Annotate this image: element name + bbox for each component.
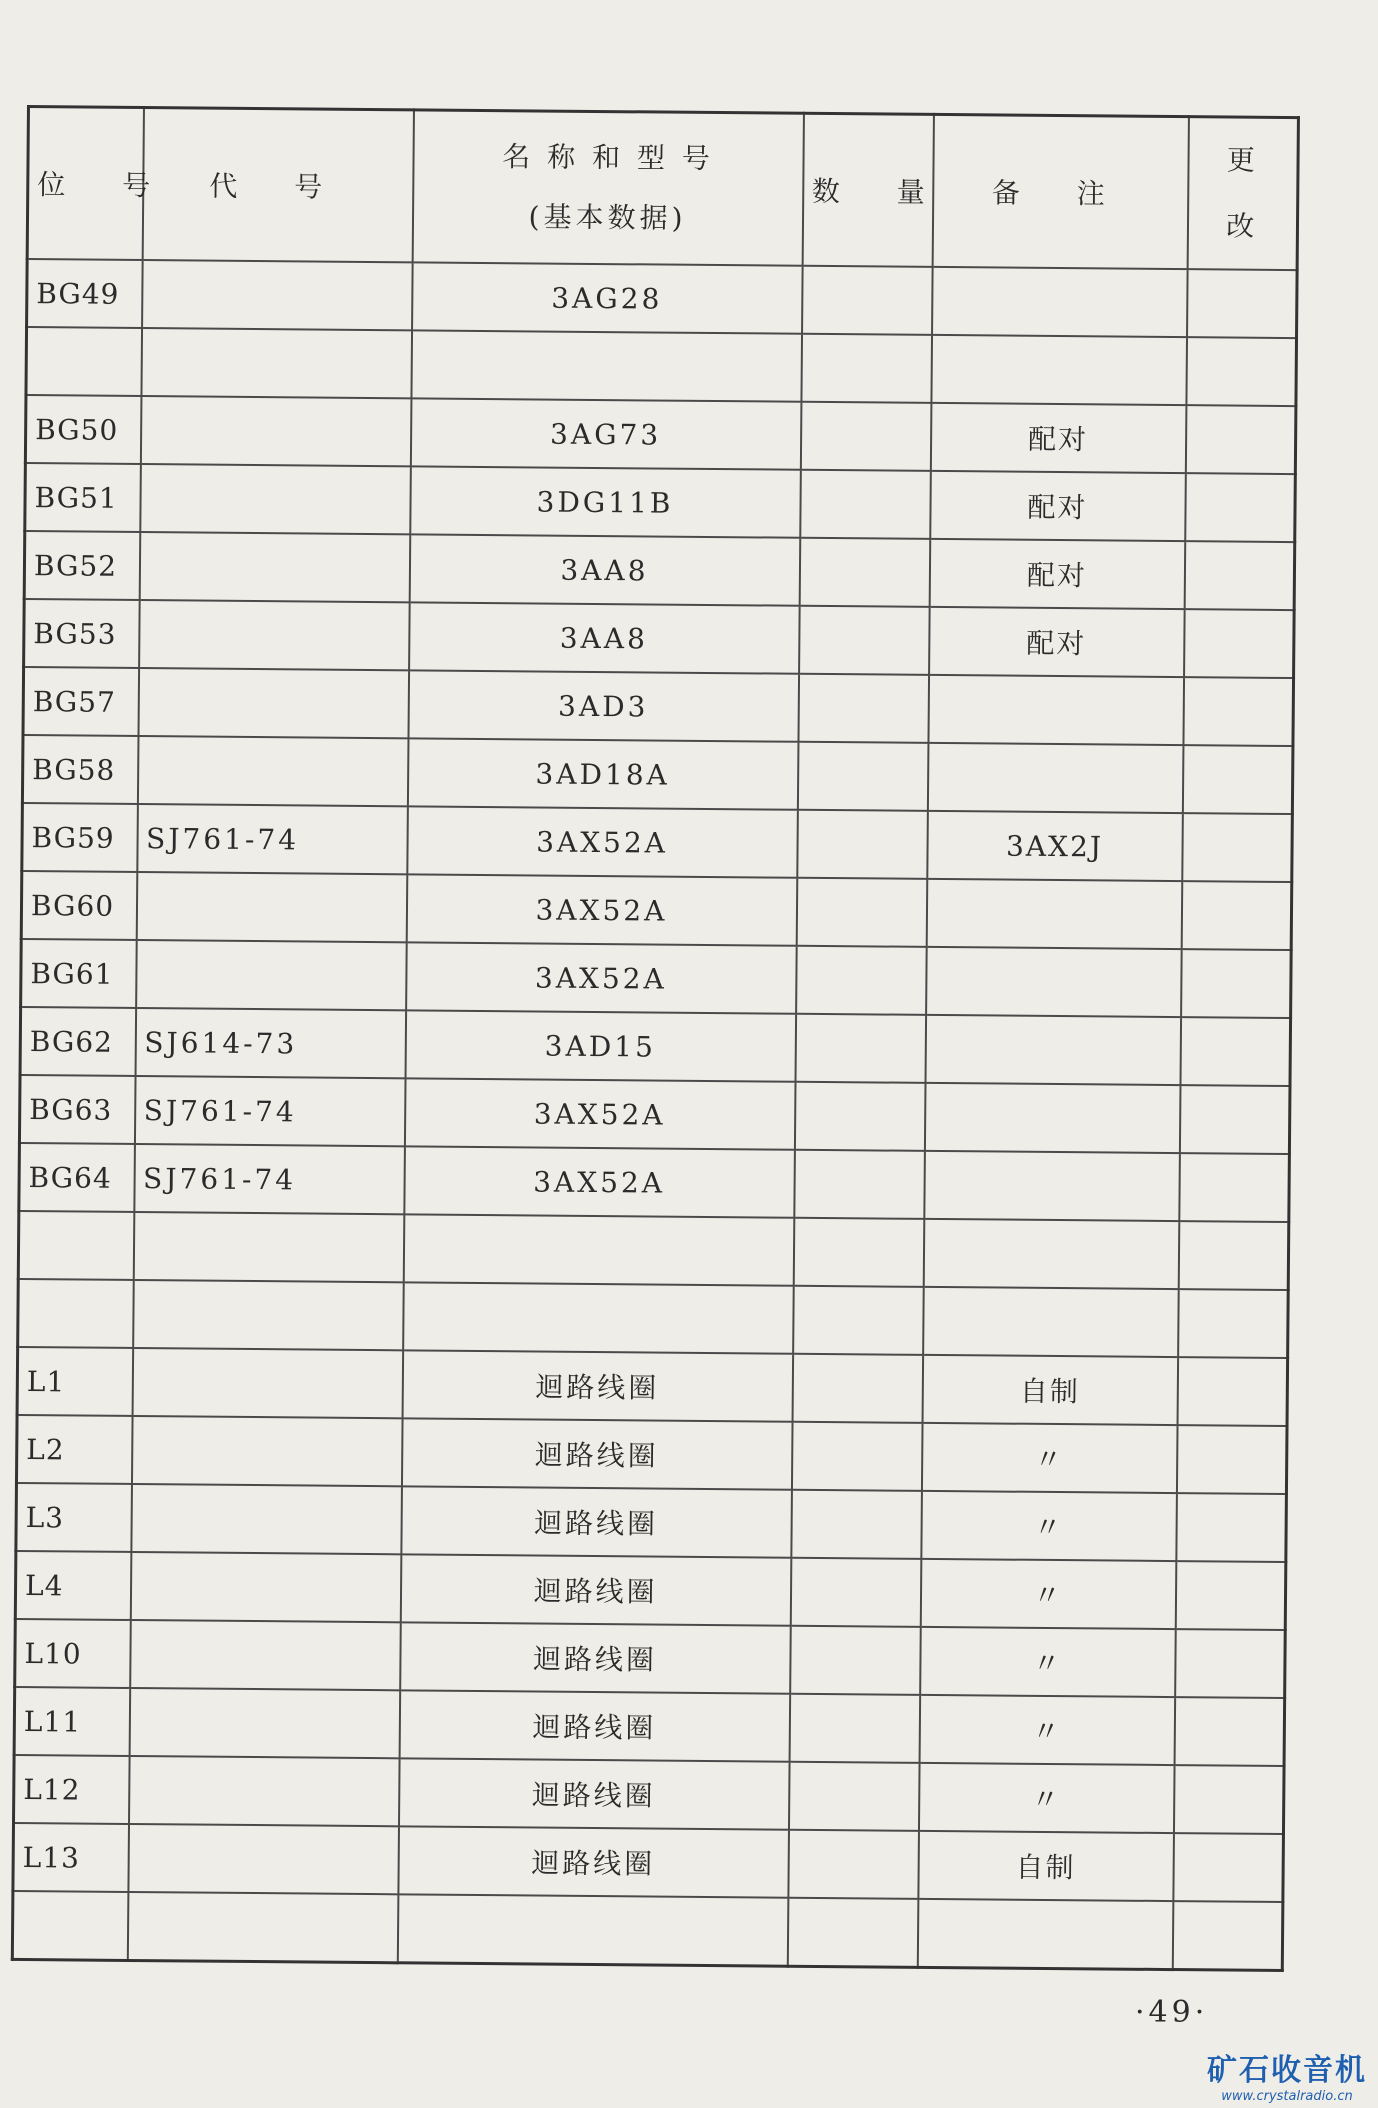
cell-quantity	[802, 266, 933, 335]
cell-code	[127, 1892, 398, 1963]
cell-change	[1180, 1017, 1291, 1086]
header-notes: 备 注	[932, 114, 1188, 269]
cell-code	[142, 260, 413, 330]
cell-position: BG49	[27, 259, 143, 328]
cell-notes	[923, 1219, 1179, 1289]
cell-quantity	[798, 674, 929, 743]
cell-position: BG50	[25, 395, 141, 464]
cell-name-model	[397, 1894, 788, 1966]
cell-code: SJ761-74	[134, 1076, 405, 1146]
cell-code	[136, 940, 407, 1010]
page-number: ·49·	[1135, 1995, 1209, 2030]
watermark-logo	[1202, 2045, 1372, 2104]
cell-quantity	[800, 470, 931, 539]
cell-name-model	[403, 1214, 794, 1285]
cell-change	[1173, 1765, 1284, 1834]
header-name-line1: 名 称 和 型 号	[502, 140, 715, 175]
cell-code: SJ761-74	[137, 804, 408, 874]
cell-quantity	[791, 1422, 922, 1491]
cell-code: SJ614-73	[135, 1008, 406, 1078]
cell-change	[1176, 1493, 1287, 1562]
cell-position: BG57	[23, 667, 139, 736]
cell-name-model: 迴路线圈	[402, 1350, 793, 1421]
cell-position: BG53	[24, 599, 140, 668]
cell-change	[1185, 405, 1296, 474]
cell-position: L10	[15, 1619, 131, 1688]
cell-code	[129, 1688, 400, 1758]
cell-position	[18, 1211, 134, 1280]
cell-notes: 〃	[920, 1627, 1176, 1697]
cell-notes	[927, 743, 1183, 813]
header-change	[1187, 117, 1298, 270]
cell-code	[131, 1416, 402, 1486]
cell-notes	[931, 335, 1187, 405]
cell-change	[1172, 1901, 1283, 1970]
cell-code	[132, 1348, 403, 1418]
cell-name-model: 迴路线圈	[398, 1758, 789, 1829]
cell-change	[1184, 541, 1295, 610]
cell-code	[139, 532, 410, 602]
cell-change	[1177, 1357, 1288, 1426]
table-row	[17, 1347, 1288, 1426]
cell-code	[128, 1824, 399, 1894]
cell-notes	[932, 267, 1188, 337]
cell-name-model: 3DG11B	[410, 466, 801, 537]
cell-position	[26, 327, 142, 396]
cell-change	[1176, 1425, 1287, 1494]
table-row	[24, 531, 1295, 610]
cell-position: BG51	[25, 463, 141, 532]
cell-name-model: 3AX52A	[406, 942, 797, 1013]
cell-notes: 〃	[921, 1423, 1177, 1493]
cell-change	[1178, 1289, 1289, 1358]
cell-code	[133, 1212, 404, 1282]
table-row	[21, 939, 1292, 1018]
cell-code	[141, 328, 412, 398]
cell-name-model: 迴路线圈	[398, 1826, 789, 1897]
cell-quantity	[797, 742, 928, 811]
cell-quantity	[789, 1694, 920, 1763]
cell-quantity	[787, 1898, 918, 1968]
cell-code	[138, 668, 409, 738]
watermark-title: 矿石收音机	[1207, 2053, 1367, 2088]
cell-notes: 〃	[921, 1491, 1177, 1561]
cell-change	[1185, 473, 1296, 542]
cell-name-model: 迴路线圈	[400, 1622, 791, 1693]
cell-notes: 配对	[929, 607, 1185, 677]
cell-change	[1183, 677, 1294, 746]
cell-position: BG60	[21, 871, 137, 940]
table-row	[15, 1619, 1286, 1698]
cell-notes	[928, 675, 1184, 745]
header-name-and-model	[412, 110, 803, 266]
table-row	[25, 463, 1296, 542]
table-row	[14, 1687, 1285, 1766]
table-row	[19, 1143, 1290, 1222]
cell-notes: 自制	[918, 1831, 1174, 1901]
table-row	[15, 1551, 1286, 1630]
table-body	[12, 259, 1297, 1971]
cell-code	[137, 736, 408, 806]
header-position: 位 号	[27, 107, 143, 260]
cell-position: BG62	[20, 1007, 136, 1076]
table-row	[27, 259, 1298, 338]
cell-name-model: 3AA8	[409, 602, 800, 673]
cell-quantity	[799, 538, 930, 607]
table-row	[16, 1415, 1287, 1494]
cell-notes: 〃	[920, 1559, 1176, 1629]
header-change-line1: 更	[1226, 143, 1259, 177]
cell-quantity	[794, 1150, 925, 1219]
cell-quantity	[788, 1830, 919, 1899]
cell-notes: 3AX2J	[927, 811, 1183, 881]
cell-quantity	[796, 946, 927, 1015]
cell-code: SJ761-74	[134, 1144, 405, 1214]
cell-name-model: 3AG28	[412, 262, 803, 333]
cell-position: BG61	[21, 939, 137, 1008]
cell-position: BG52	[24, 531, 140, 600]
cell-position: L13	[13, 1823, 129, 1892]
cell-position: BG63	[19, 1075, 135, 1144]
cell-position: L12	[14, 1755, 130, 1824]
cell-notes: 配对	[930, 403, 1186, 473]
cell-quantity	[792, 1354, 923, 1423]
cell-position: L1	[17, 1347, 133, 1416]
cell-position: BG59	[22, 803, 138, 872]
cell-name-model: 3AX52A	[406, 874, 797, 945]
cell-name-model: 迴路线圈	[400, 1554, 791, 1625]
cell-code	[139, 600, 410, 670]
cell-notes	[923, 1287, 1179, 1357]
parts-list-table	[11, 105, 1300, 1972]
cell-code	[140, 464, 411, 534]
cell-notes: 配对	[929, 539, 1185, 609]
cell-code	[140, 396, 411, 466]
cell-position: L3	[16, 1483, 132, 1552]
table-row	[21, 871, 1292, 950]
cell-quantity	[799, 606, 930, 675]
cell-position	[12, 1891, 128, 1961]
cell-position: L11	[14, 1687, 130, 1756]
cell-quantity	[797, 810, 928, 879]
cell-quantity	[791, 1490, 922, 1559]
cell-notes: 自制	[922, 1355, 1178, 1425]
watermark-url: www.crystalradio.cn	[1221, 2089, 1353, 2104]
cell-code	[136, 872, 407, 942]
cell-name-model: 3AX52A	[407, 806, 798, 877]
cell-notes	[924, 1083, 1180, 1153]
table-row	[18, 1211, 1289, 1290]
cell-position: L4	[15, 1551, 131, 1620]
table-row	[23, 667, 1294, 746]
table-header-row	[27, 107, 1298, 271]
cell-position: BG64	[19, 1143, 135, 1212]
cell-change	[1179, 1085, 1290, 1154]
cell-code	[130, 1552, 401, 1622]
cell-name-model	[411, 330, 802, 401]
cell-change	[1182, 745, 1293, 814]
cell-code	[130, 1620, 401, 1690]
cell-change	[1175, 1561, 1286, 1630]
cell-notes	[924, 1151, 1180, 1221]
cell-change	[1174, 1697, 1285, 1766]
cell-change	[1173, 1833, 1284, 1902]
cell-name-model: 3AD3	[408, 670, 799, 741]
cell-notes	[925, 1015, 1181, 1085]
table-row	[12, 1891, 1283, 1971]
cell-code	[129, 1756, 400, 1826]
cell-change	[1178, 1221, 1289, 1290]
table-row	[25, 395, 1296, 474]
cell-name-model	[403, 1282, 794, 1353]
table-row	[24, 599, 1295, 678]
cell-change	[1184, 609, 1295, 678]
cell-change	[1187, 269, 1298, 338]
table-row	[13, 1823, 1284, 1902]
cell-name-model: 3AD15	[405, 1010, 796, 1081]
cell-quantity	[793, 1218, 924, 1287]
cell-name-model: 迴路线圈	[399, 1690, 790, 1761]
header-name-line2: (基本数据)	[528, 200, 687, 235]
cell-change	[1182, 813, 1293, 882]
cell-quantity	[790, 1558, 921, 1627]
cell-quantity	[790, 1626, 921, 1695]
cell-quantity	[800, 402, 931, 471]
cell-position	[18, 1279, 134, 1348]
cell-notes: 配对	[930, 471, 1186, 541]
cell-change	[1181, 949, 1292, 1018]
table-row	[20, 1007, 1291, 1086]
cell-change	[1179, 1153, 1290, 1222]
table-row	[19, 1075, 1290, 1154]
cell-quantity	[796, 878, 927, 947]
table-row	[18, 1279, 1289, 1358]
cell-quantity	[793, 1286, 924, 1355]
cell-notes: 〃	[919, 1695, 1175, 1765]
cell-quantity	[801, 334, 932, 403]
cell-quantity	[794, 1082, 925, 1151]
cell-name-model: 3AX52A	[404, 1146, 795, 1217]
table-row	[26, 327, 1297, 406]
cell-quantity	[795, 1014, 926, 1083]
cell-name-model: 3AX52A	[404, 1078, 795, 1149]
header-change-line2: 改	[1226, 209, 1259, 243]
cell-name-model: 3AD18A	[407, 738, 798, 809]
table-row	[22, 735, 1293, 814]
table-row	[16, 1483, 1287, 1562]
cell-notes: 〃	[918, 1763, 1174, 1833]
cell-name-model: 迴路线圈	[401, 1418, 792, 1489]
cell-name-model: 迴路线圈	[401, 1486, 792, 1557]
cell-change	[1181, 881, 1292, 950]
cell-name-model: 3AG73	[410, 398, 801, 469]
cell-name-model: 3AA8	[409, 534, 800, 605]
header-quantity: 数 量	[802, 113, 933, 267]
table-row	[14, 1755, 1285, 1834]
cell-change	[1175, 1629, 1286, 1698]
cell-notes	[926, 879, 1182, 949]
cell-position: L2	[16, 1415, 132, 1484]
cell-code	[133, 1280, 404, 1350]
cell-change	[1186, 337, 1297, 406]
cell-code	[131, 1484, 402, 1554]
header-code: 代 号	[142, 108, 413, 263]
cell-position: BG58	[22, 735, 138, 804]
cell-notes	[926, 947, 1182, 1017]
cell-quantity	[788, 1762, 919, 1831]
table-row	[22, 803, 1293, 882]
cell-notes	[917, 1899, 1173, 1970]
